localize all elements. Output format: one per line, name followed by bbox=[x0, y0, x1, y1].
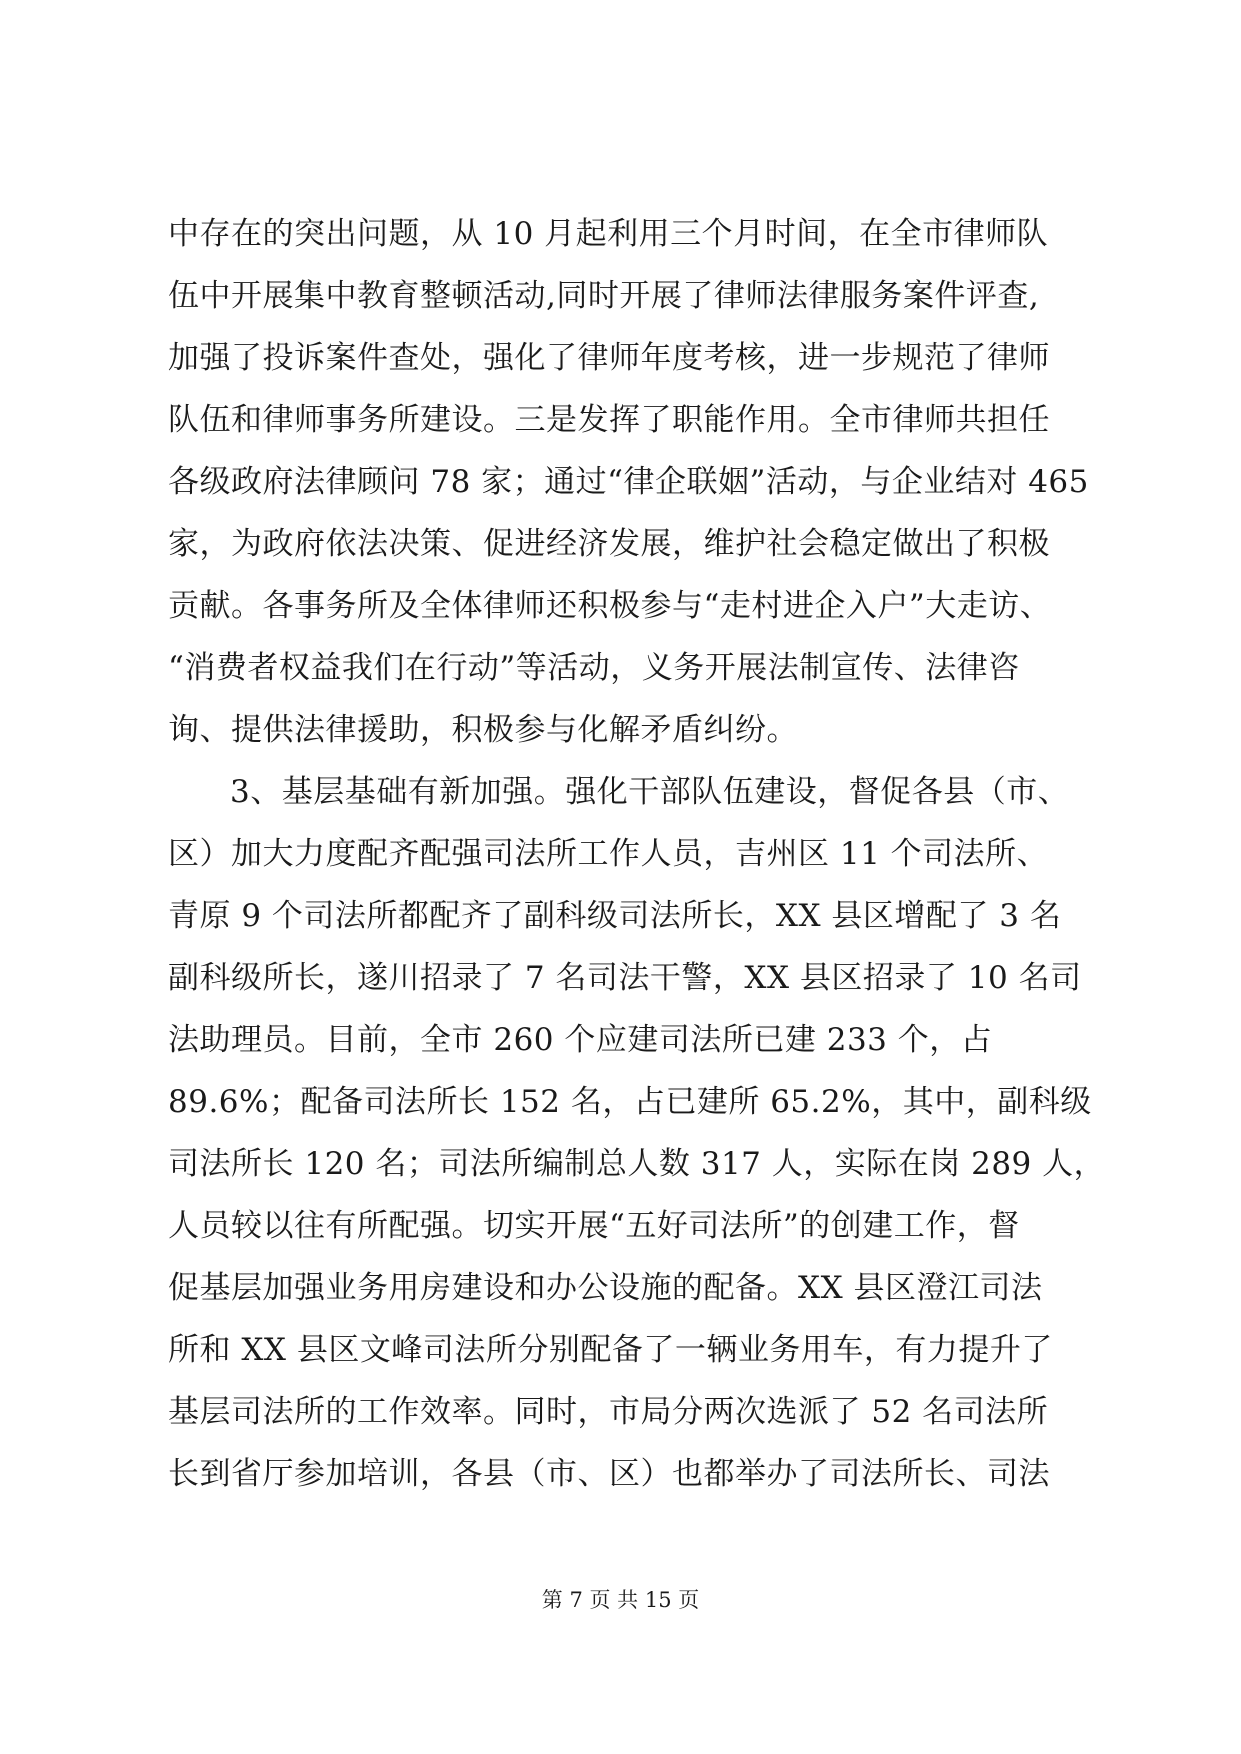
body-line: 询、提供法律援助，积极参与化解矛盾纠纷。 bbox=[168, 712, 798, 748]
body-line: 各级政府法律顾问 78 家；通过“律企联姻”活动，与企业结对 465 bbox=[168, 464, 1089, 500]
body-line: 89.6%；配备司法所长 152 名，占已建所 65.2%，其中，副科级 bbox=[168, 1084, 1092, 1120]
body-line: 副科级所长，遂川招录了 7 名司法干警，XX 县区招录了 10 名司 bbox=[168, 960, 1082, 996]
body-line: 家，为政府依法决策、促进经济发展，维护社会稳定做出了积极 bbox=[168, 526, 1050, 562]
body-line: 法助理员。目前，全市 260 个应建司法所已建 233 个，占 bbox=[168, 1022, 993, 1058]
body-line: 促基层加强业务用房建设和办公设施的配备。XX 县区澄江司法 bbox=[168, 1270, 1043, 1306]
body-line: 司法所长 120 名；司法所编制总人数 317 人，实际在岗 289 人， bbox=[168, 1146, 1106, 1182]
body-line: 区）加大力度配齐配强司法所工作人员，吉州区 11 个司法所、 bbox=[168, 836, 1049, 872]
body-line: 基层司法所的工作效率。同时，市局分两次选派了 52 名司法所 bbox=[168, 1394, 1049, 1430]
page-number-footer: 第 7 页 共 15 页 bbox=[541, 1588, 700, 1612]
body-line: 所和 XX 县区文峰司法所分别配备了一辆业务用车，有力提升了 bbox=[168, 1332, 1053, 1368]
body-line: 中存在的突出问题，从 10 月起利用三个月时间，在全市律师队 bbox=[168, 216, 1049, 252]
body-line: 青原 9 个司法所都配齐了副科级司法所长，XX 县区增配了 3 名 bbox=[168, 898, 1062, 934]
body-line: 人员较以往有所配强。切实开展“五好司法所”的创建工作，督 bbox=[168, 1208, 1020, 1244]
body-line: 贡献。各事务所及全体律师还积极参与“走村进企入户”大走访、 bbox=[168, 588, 1052, 624]
body-line: 伍中开展集中教育整顿活动,同时开展了律师法律服务案件评查, bbox=[168, 278, 1040, 314]
body-line: “消费者权益我们在行动”等活动，义务开展法制宣传、法律咨 bbox=[168, 650, 1020, 686]
body-line: 长到省厅参加培训，各县（市、区）也都举办了司法所长、司法 bbox=[168, 1456, 1050, 1492]
body-line: 加强了投诉案件查处，强化了律师年度考核，进一步规范了律师 bbox=[168, 340, 1050, 376]
body-line: 队伍和律师事务所建设。三是发挥了职能作用。全市律师共担任 bbox=[168, 402, 1050, 438]
paragraph-heading-line: 3、基层基础有新加强。强化干部队伍建设，督促各县（市、 bbox=[230, 774, 1070, 810]
